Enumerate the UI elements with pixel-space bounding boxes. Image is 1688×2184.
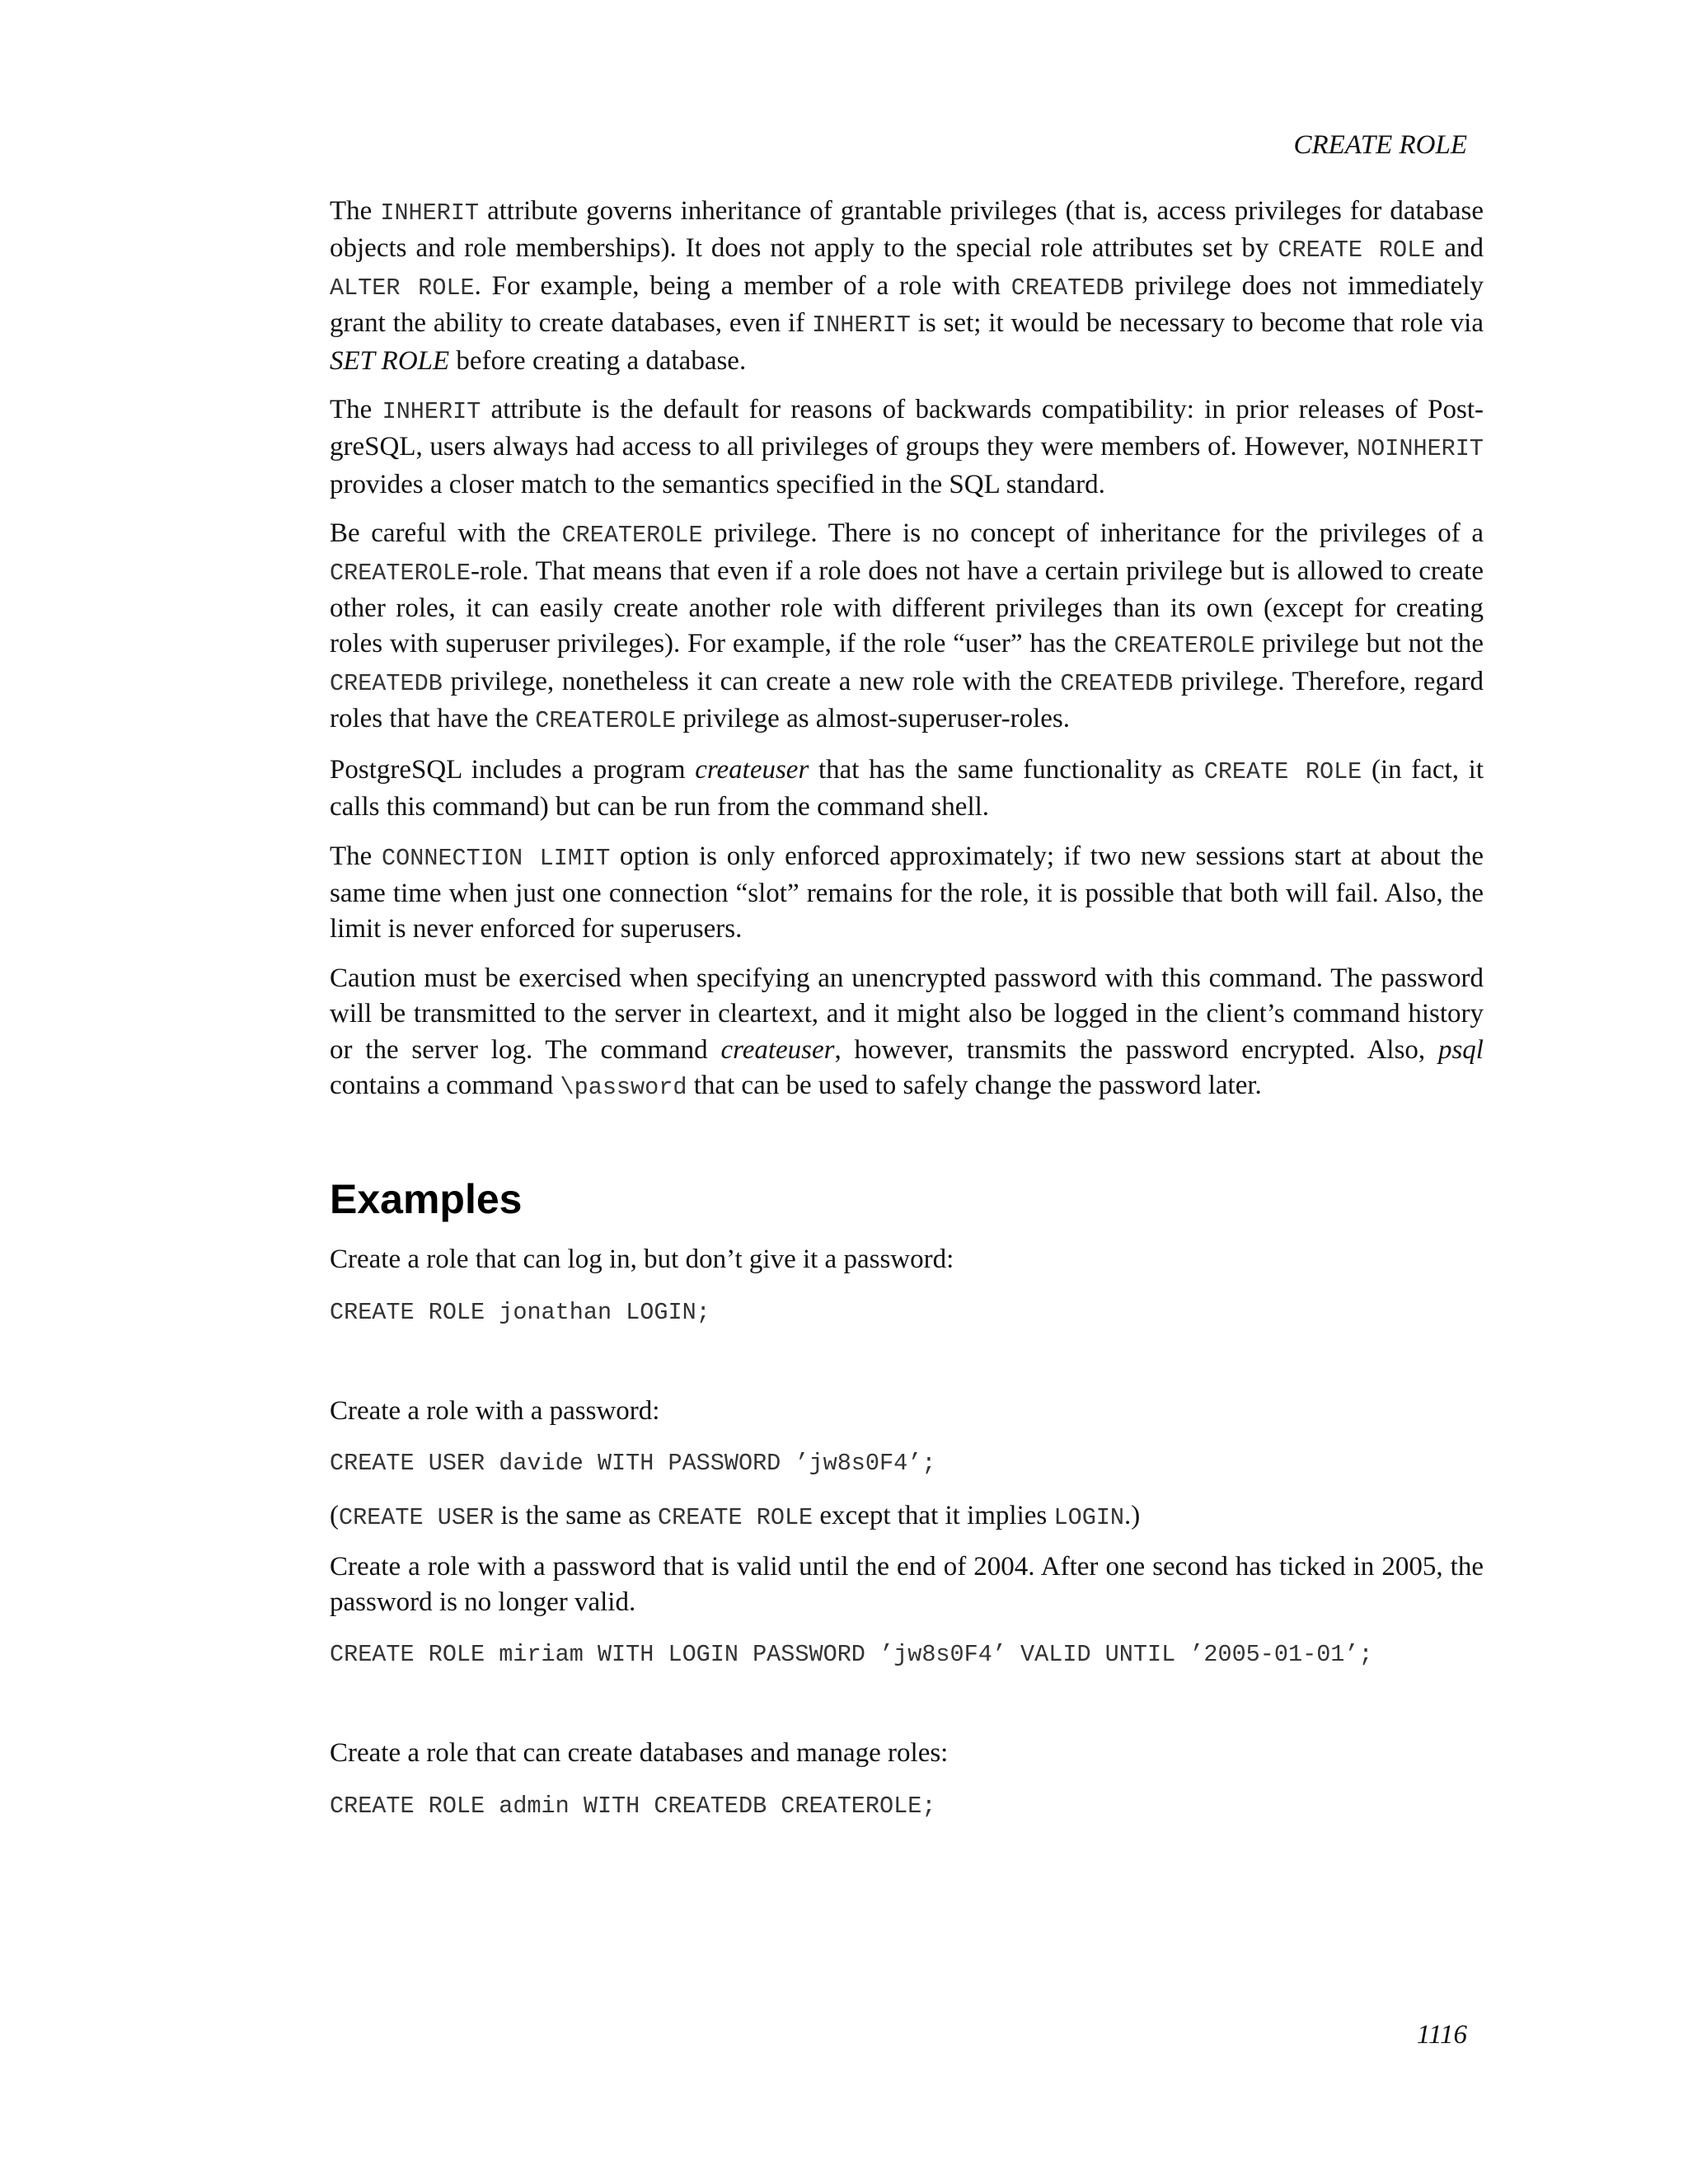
program-reference: psql [1437, 1034, 1484, 1065]
code-inline: CREATEDB [1060, 669, 1174, 697]
code-inline: INHERIT [812, 312, 911, 340]
paragraph-connection-limit [330, 839, 1484, 948]
code-inline: CREATEROLE [330, 559, 471, 587]
program-reference: createuser [695, 754, 809, 785]
code-example: CREATE ROLE admin WITH CREATEDB CREATEROLE; [330, 1792, 936, 1820]
text: privilege. There is no concept of inheritance for the privileges of a [702, 518, 1484, 549]
text: privilege as almost-superuser-roles. [676, 704, 1070, 734]
code-inline: CREATE USER [339, 1504, 495, 1532]
text: privilege, nonetheless it can create a new role with the [442, 666, 1061, 696]
text: provides a closer match to the semantics specified in the SQL standard. [330, 469, 1105, 499]
text: attribute is the default for reasons of backwards compatibility: in prior releases of PostgreSQL, users always had access to all privileges of groups they were members of. However, [330, 395, 1484, 462]
running-header: CREATE ROLE [1293, 130, 1467, 160]
code-example: CREATE ROLE miriam WITH LOGIN PASSWORD ’jw8s0F4’ VALID UNTIL ’2005-01-01’; [330, 1641, 1373, 1669]
text: and [1435, 233, 1484, 264]
code-inline: INHERIT [380, 199, 480, 227]
text: The [330, 395, 382, 425]
code-inline: CREATEROLE [1114, 632, 1255, 660]
code-inline: CREATE ROLE [1278, 237, 1436, 265]
example-description: Create a role with a password that is valid until the end of 2004. After one second has ticked in 2005, the password is no longer valid. [330, 1551, 1484, 1617]
code-inline: CONNECTION LIMIT [382, 844, 611, 872]
text: attribute governs inheritance of grantable privileges (that is, access privileges for database objects and role memberships). It does not apply to the special role attributes set by [330, 196, 1484, 264]
text: privilege but not the [1254, 629, 1484, 659]
text: (in fact, it calls this command) but can be run from the command shell. [330, 754, 1484, 823]
text: Be careful with the [330, 518, 562, 549]
text: PostgreSQL includes a program [330, 754, 696, 785]
text: privilege. Therefore, regard roles that have the [330, 666, 1484, 734]
example-description: Create a role that can log in, but don’t give it a password: [330, 1244, 954, 1275]
section-heading-examples: Examples [330, 1176, 523, 1223]
text: before creating a database. [449, 345, 747, 376]
text: .) [1124, 1501, 1141, 1531]
paragraph-inherit-attribute [330, 194, 1484, 379]
paragraph-createuser-program [330, 752, 1484, 826]
code-inline: ALTER ROLE [330, 274, 475, 302]
text: option is only enforced approximately; if two new sessions start at about the same time when just one connection “slot” remains for the role, it is possible that both will fail. Also, the limit is never enforced for superusers. [330, 841, 1484, 944]
command-reference: SET ROLE [330, 345, 450, 376]
page-content [330, 194, 1484, 1823]
text: except that it implies [813, 1501, 1054, 1531]
page-number: 1116 [1416, 2020, 1467, 2050]
example-description: Create a role with a password: [330, 1395, 660, 1426]
text: is set; it would be necessary to become that role via [910, 308, 1484, 339]
code-inline: LOGIN [1053, 1504, 1125, 1532]
code-example: CREATE ROLE jonathan LOGIN; [330, 1298, 710, 1326]
example-description: Create a role that can create databases and manage roles: [330, 1738, 949, 1769]
paragraph-password-caution [330, 961, 1484, 1106]
text: -role. That means that even if a role does not have a certain privilege but is allowed to create other roles, it can easily create another role with different privileges than its own (except for creating roles with superuser privileges). For example, if the role “user” has the [330, 555, 1484, 659]
code-inline: CREATE ROLE [1203, 757, 1362, 785]
code-inline: CREATE ROLE [658, 1504, 814, 1532]
paragraph-createrole-caution [330, 516, 1484, 738]
text: contains a command [330, 1070, 560, 1100]
code-inline: CREATEDB [1010, 274, 1124, 302]
text: privilege does not immediately grant the ability to create databases, even if [330, 270, 1484, 339]
text: that can be used to safely change the password later. [687, 1070, 1262, 1100]
text: Caution must be exercised when specifying an unencrypted password with this command. The password will be transmitted to the server in cleartext, and it might also be logged in the client’s command history or the server log. The command [330, 963, 1484, 1065]
code-inline: \password [560, 1073, 687, 1101]
code-inline: INHERIT [382, 398, 481, 426]
code-inline: CREATEDB [330, 669, 443, 697]
paragraph-inherit-default [330, 392, 1484, 503]
text: ( [330, 1501, 339, 1531]
example-note [330, 1498, 1484, 1535]
text: . For example, being a member of a role with [474, 270, 1011, 301]
text: that has the same functionality as [809, 754, 1204, 785]
text: The [330, 841, 382, 871]
text: is the same as [494, 1501, 659, 1531]
text: , however, transmits the password encrypted. Also, [834, 1034, 1438, 1065]
code-inline: CREATEROLE [561, 522, 703, 550]
program-reference: createuser [720, 1034, 835, 1065]
code-inline: CREATEROLE [535, 707, 677, 735]
code-inline: NOINHERIT [1357, 435, 1484, 463]
text: The [330, 196, 381, 226]
code-example: CREATE USER davide WITH PASSWORD ’jw8s0F4’; [330, 1450, 936, 1478]
